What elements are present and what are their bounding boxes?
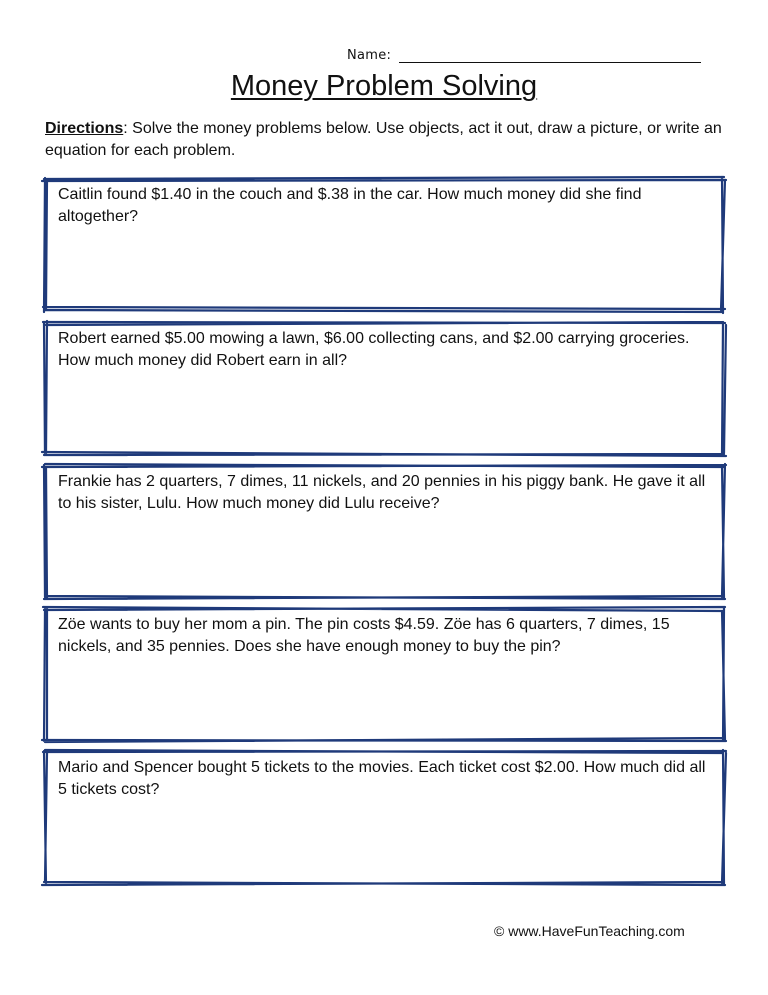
problem-text-2: Robert earned $5.00 mowing a lawn, $6.00 collecting cans, and $2.00 carrying groceries. How much money did Robert earn in all? [58, 330, 690, 369]
directions-text: : Solve the money problems below. Use objects, act it out, draw a picture, or write an equation for each problem. [45, 120, 722, 159]
problem-box-1[interactable] [46, 180, 722, 310]
page-title-text: Money Problem Solving [230, 70, 538, 102]
problem-box-3[interactable] [46, 467, 722, 597]
problem-text-1: Caitlin found $1.40 in the couch and $.38 in the car. How much money did she find altogether? [58, 186, 642, 225]
page-title [0, 70, 768, 103]
name-field[interactable] [347, 46, 707, 66]
name-underline [399, 62, 701, 63]
problem-text-3: Frankie has 2 quarters, 7 dimes, 11 nickels, and 20 pennies in his piggy bank. He gave it all to his sister, Lulu. How much money did Lulu receive? [58, 473, 706, 512]
problem-box-4[interactable] [46, 610, 722, 740]
problem-text-4: Zöe wants to buy her mom a pin. The pin costs $4.59. Zöe has 6 quarters, 7 dimes, 15 nickels, and 35 pennies. Does she have enough money to buy the pin? [58, 616, 670, 655]
copyright-footer: © www.HaveFunTeaching.com [494, 923, 685, 939]
directions-label: Directions [45, 120, 124, 137]
problem-text-5: Mario and Spencer bought 5 tickets to the movies. Each ticket cost $2.00. How much did all 5 tickets cost? [58, 759, 706, 798]
name-label: Name: [347, 48, 392, 63]
directions [45, 118, 735, 162]
problem-box-2[interactable] [46, 324, 722, 454]
problem-box-5[interactable] [46, 753, 722, 883]
